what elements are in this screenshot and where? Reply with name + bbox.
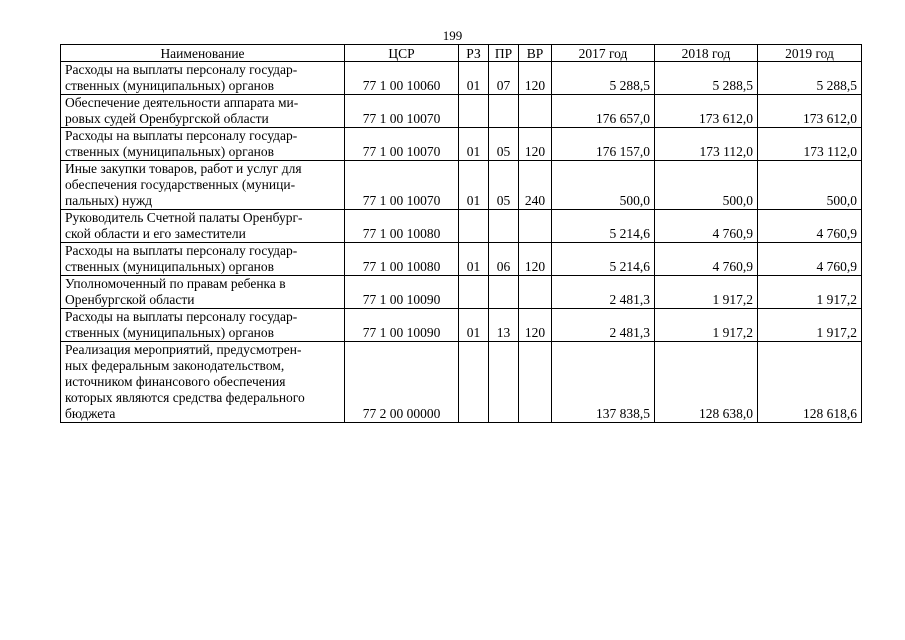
table-body: [61, 62, 862, 423]
cell-rz: 01: [459, 243, 489, 276]
table-row: [61, 161, 862, 210]
cell-rz: 01: [459, 309, 489, 342]
cell-2019: 500,0: [758, 161, 862, 210]
cell-csr: 77 2 00 00000: [345, 342, 459, 423]
cell-vr: [519, 276, 552, 309]
cell-2019: 173 612,0: [758, 95, 862, 128]
table-row: [61, 309, 862, 342]
cell-2019: 4 760,9: [758, 243, 862, 276]
cell-name: Расходы на выплаты персоналу государ- ственных (муниципальных) органов: [61, 62, 345, 95]
cell-rz: [459, 276, 489, 309]
table-row: [61, 276, 862, 309]
cell-vr: [519, 210, 552, 243]
cell-2018: 173 112,0: [655, 128, 758, 161]
cell-csr: 77 1 00 10080: [345, 210, 459, 243]
header-pr: ПР: [489, 45, 519, 62]
cell-2018: 1 917,2: [655, 276, 758, 309]
page-number: 199: [442, 28, 463, 43]
cell-pr: 06: [489, 243, 519, 276]
header-rz: РЗ: [459, 45, 489, 62]
table-row: [61, 243, 862, 276]
table-row: [61, 95, 862, 128]
cell-2019: 1 917,2: [758, 309, 862, 342]
cell-2018: 4 760,9: [655, 243, 758, 276]
cell-2019: 128 618,6: [758, 342, 862, 423]
cell-csr: 77 1 00 10090: [345, 276, 459, 309]
header-name: Наименование: [61, 45, 345, 62]
cell-vr: [519, 342, 552, 423]
cell-vr: 240: [519, 161, 552, 210]
cell-rz: [459, 95, 489, 128]
cell-2018: 500,0: [655, 161, 758, 210]
cell-pr: 05: [489, 128, 519, 161]
cell-pr: 13: [489, 309, 519, 342]
cell-2017: 2 481,3: [552, 276, 655, 309]
cell-name: Руководитель Счетной палаты Оренбург- ской области и его заместители: [61, 210, 345, 243]
header-vr: ВР: [519, 45, 552, 62]
table-row: [61, 128, 862, 161]
cell-name: Иные закупки товаров, работ и услуг для обеспечения государственных (муници- пальных) нужд: [61, 161, 345, 210]
cell-vr: [519, 95, 552, 128]
cell-name: Расходы на выплаты персоналу государ- ственных (муниципальных) органов: [61, 243, 345, 276]
cell-2019: 1 917,2: [758, 276, 862, 309]
cell-name: Реализация мероприятий, предусмотрен- ных федеральным законодательством, источником финансового обеспечения которых являются средства федерального бюджета: [61, 342, 345, 423]
cell-rz: [459, 210, 489, 243]
cell-2018: 1 917,2: [655, 309, 758, 342]
cell-rz: 01: [459, 161, 489, 210]
cell-rz: 01: [459, 62, 489, 95]
cell-2018: 128 638,0: [655, 342, 758, 423]
cell-2019: 173 112,0: [758, 128, 862, 161]
cell-csr: 77 1 00 10070: [345, 128, 459, 161]
cell-2019: 5 288,5: [758, 62, 862, 95]
header-2019: 2019 год: [758, 45, 862, 62]
cell-2018: 4 760,9: [655, 210, 758, 243]
table-row: [61, 210, 862, 243]
cell-csr: 77 1 00 10060: [345, 62, 459, 95]
cell-pr: 05: [489, 161, 519, 210]
cell-pr: 07: [489, 62, 519, 95]
cell-pr: [489, 210, 519, 243]
cell-2017: 176 657,0: [552, 95, 655, 128]
table-row: [61, 62, 862, 95]
cell-rz: [459, 342, 489, 423]
cell-vr: 120: [519, 128, 552, 161]
cell-2017: 176 157,0: [552, 128, 655, 161]
table-header-row: [61, 45, 862, 62]
cell-rz: 01: [459, 128, 489, 161]
cell-vr: 120: [519, 243, 552, 276]
cell-2017: 137 838,5: [552, 342, 655, 423]
cell-pr: [489, 276, 519, 309]
cell-name: Расходы на выплаты персоналу государ- ственных (муниципальных) органов: [61, 309, 345, 342]
cell-2017: 5 214,6: [552, 210, 655, 243]
header-2018: 2018 год: [655, 45, 758, 62]
table-row: [61, 342, 862, 423]
cell-csr: 77 1 00 10090: [345, 309, 459, 342]
cell-2017: 500,0: [552, 161, 655, 210]
header-csr: ЦСР: [345, 45, 459, 62]
cell-name: Уполномоченный по правам ребенка в Оренбургской области: [61, 276, 345, 309]
cell-csr: 77 1 00 10080: [345, 243, 459, 276]
cell-csr: 77 1 00 10070: [345, 161, 459, 210]
budget-table: [60, 44, 862, 423]
cell-name: Обеспечение деятельности аппарата ми- ровых судей Оренбургской области: [61, 95, 345, 128]
cell-2017: 5 214,6: [552, 243, 655, 276]
cell-pr: [489, 342, 519, 423]
header-2017: 2017 год: [552, 45, 655, 62]
cell-pr: [489, 95, 519, 128]
cell-name: Расходы на выплаты персоналу государ- ственных (муниципальных) органов: [61, 128, 345, 161]
cell-2019: 4 760,9: [758, 210, 862, 243]
cell-2018: 173 612,0: [655, 95, 758, 128]
cell-2018: 5 288,5: [655, 62, 758, 95]
cell-vr: 120: [519, 62, 552, 95]
cell-vr: 120: [519, 309, 552, 342]
cell-csr: 77 1 00 10070: [345, 95, 459, 128]
cell-2017: 2 481,3: [552, 309, 655, 342]
cell-2017: 5 288,5: [552, 62, 655, 95]
